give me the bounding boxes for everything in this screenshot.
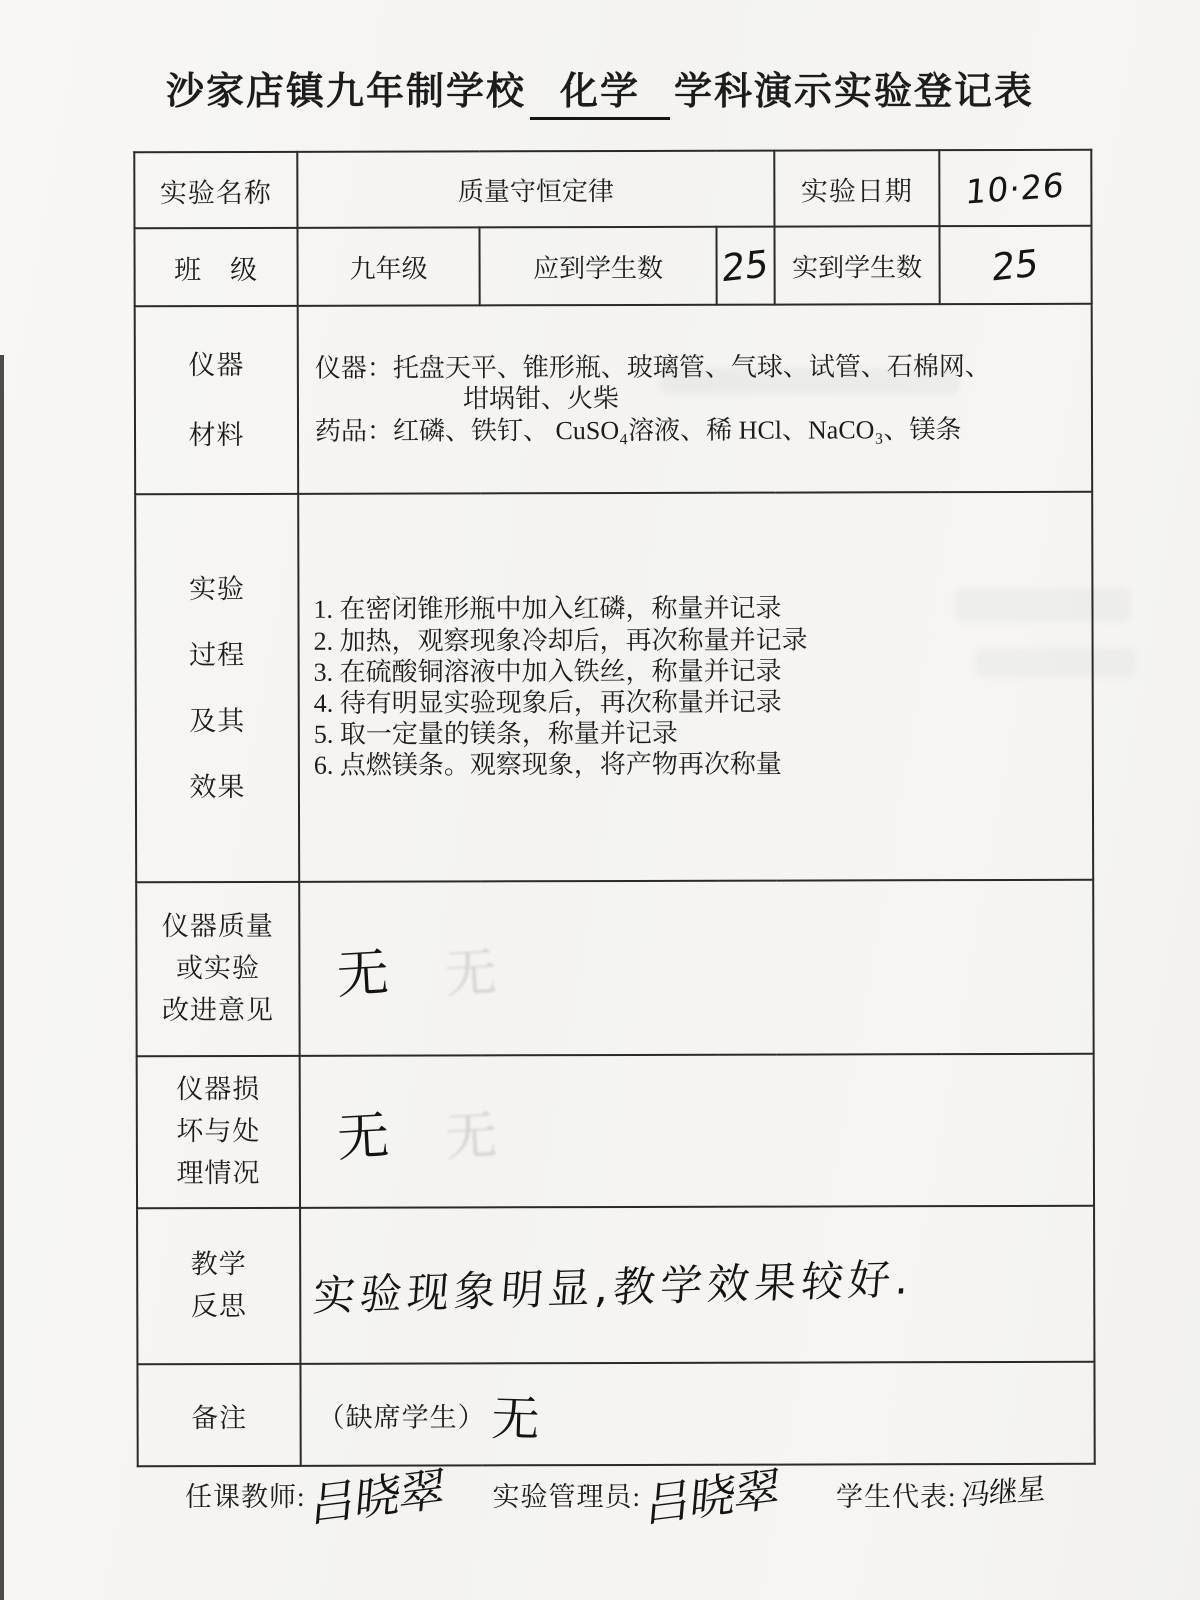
reflection-label-line: 反思: [190, 1290, 247, 1322]
experiment-registration-table: [133, 149, 1095, 1468]
teaching-reflection-cell: [300, 1206, 1094, 1364]
process-step: 6. 点燃镁条。观察现象，将产物再次称量: [313, 749, 782, 781]
row-equipment-quality: [136, 880, 1093, 1057]
process-label-line: 及其: [189, 705, 246, 737]
process-step: 5. 取一定量的镁条，称量并记录: [313, 719, 678, 749]
quality-label-line: 改进意见: [161, 994, 275, 1026]
remark-none-handwritten: 无: [490, 1389, 541, 1448]
experiment-name-label: 实验名称: [134, 152, 297, 228]
expected-students-handwritten: 25: [720, 241, 771, 290]
teacher-label: 任课教师:: [185, 1482, 306, 1512]
teaching-reflection-label: [137, 1208, 300, 1364]
row-class-info: [134, 226, 1091, 307]
damage-label-line: 仪器损: [176, 1074, 261, 1105]
experiment-name-value: 质量守恒定律: [297, 151, 774, 228]
process-step: 1. 在密闭锥形瓶中加入红磷，称量并记录: [313, 593, 782, 625]
equipment-materials-cell: [298, 304, 1092, 494]
process-step: 2. 加热，观察现象冷却后，再次称量并记录: [313, 625, 808, 656]
quality-label-line: 或实验: [175, 953, 260, 984]
chemicals-line: 药品：红磷、铁钉、 CuSO₄溶液、稀 HCl、NaCO₃、镁条: [314, 414, 962, 446]
damage-label-line: 坏与处: [176, 1116, 261, 1147]
damage-label-line: 理情况: [176, 1157, 261, 1189]
row-equipment-damage: [137, 1054, 1094, 1209]
equipment-label-line: 材料: [188, 419, 245, 451]
signature-footer: [185, 1462, 1175, 1532]
remark-cell: [300, 1362, 1094, 1466]
row-teaching-reflection: [137, 1206, 1094, 1365]
student-representative-signature: 冯继星: [959, 1471, 1046, 1513]
row-experiment-name: [134, 150, 1091, 229]
actual-students-cell: [939, 226, 1091, 304]
equipment-line: 仪器：托盘天平、锥形瓶、玻璃管、气球、试管、石棉网、: [314, 352, 991, 384]
form-title-prefix: 沙家店镇九年制学校: [165, 71, 526, 113]
lab-manager-label: 实验管理员:: [492, 1482, 642, 1512]
teacher-signature: 吕晓翠: [307, 1461, 447, 1533]
form-title-suffix: 学科演示实验登记表: [674, 71, 1035, 113]
experiment-date-handwritten: 10·26: [964, 164, 1067, 212]
class-label: 班 级: [134, 228, 297, 306]
quality-label-line: 仪器质量: [161, 911, 274, 942]
process-label-line: 实验: [188, 573, 245, 604]
experiment-process-cell: [298, 492, 1093, 882]
experiment-date-label: 实验日期: [774, 150, 939, 226]
student-representative-label: 学生代表:: [836, 1482, 957, 1512]
equipment-materials-label: [135, 306, 298, 494]
reflection-label-line: 教学: [190, 1249, 247, 1280]
lab-manager-signature: 吕晓翠: [643, 1461, 782, 1533]
process-step: 3. 在硫酸铜溶液中加入铁丝，称量并记录: [313, 656, 782, 687]
experiment-date-cell: [939, 150, 1091, 226]
equipment-label-line: 仪器: [188, 349, 245, 380]
equipment-line: 坩埚钳、火柴: [462, 384, 619, 414]
row-experiment-process: [135, 492, 1093, 883]
process-label-line: 效果: [189, 772, 246, 803]
equipment-quality-cell: [299, 880, 1093, 1056]
expected-students-cell: [716, 227, 774, 305]
process-step: 4. 待有明显实验现象后，再次称量并记录: [313, 687, 782, 718]
class-value: 九年级: [297, 227, 479, 305]
equipment-quality-label: [136, 882, 299, 1056]
reflection-handwritten: 实验现象明显,教学效果较好.: [311, 1254, 916, 1321]
quality-none-ghost: 无: [443, 942, 499, 1006]
scan-edge-shadow: [0, 355, 4, 1600]
damage-none-handwritten: 无: [335, 1105, 391, 1169]
equipment-damage-label: [137, 1056, 300, 1208]
absent-students-printed: （缺席学生）: [317, 1401, 486, 1433]
row-remark: [137, 1362, 1094, 1467]
form-title-subject-underlined: 化学: [530, 60, 670, 120]
damage-none-ghost: 无: [443, 1105, 499, 1169]
row-equipment-materials: [135, 304, 1092, 495]
experiment-process-label: [135, 494, 299, 882]
quality-none-handwritten: 无: [335, 942, 391, 1006]
actual-students-label: 实到学生数: [774, 226, 939, 304]
remark-label: 备注: [137, 1364, 300, 1466]
process-label-line: 过程: [189, 639, 246, 670]
expected-students-label: 应到学生数: [479, 227, 716, 306]
equipment-damage-cell: [300, 1054, 1094, 1208]
form-title: [0, 60, 1200, 120]
actual-students-handwritten: 25: [990, 240, 1041, 290]
